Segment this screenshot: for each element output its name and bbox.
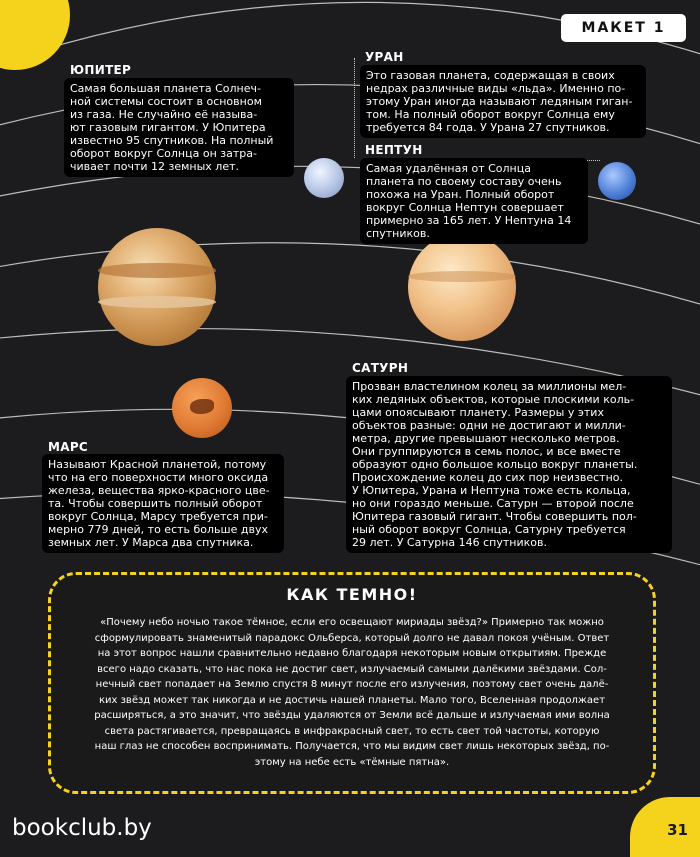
info-box-line: наш глаз не способен воспринимать. Получается, что мы видим свет лишь некоторых звёзд, по- (94, 741, 610, 752)
neptune-line: похожа на Уран. Полный оборот (366, 188, 555, 201)
info-box-line: этому на небе есть «тёмные пятна». (254, 756, 450, 768)
saturn-line: Юпитера газовый гигант. Чтобы совершить пол- (352, 510, 637, 523)
saturn-line: У Юпитера, Урана и Нептуна тоже есть кольца, (352, 484, 631, 497)
saturn-line: объектов разные: одни не достигают и милли- (352, 419, 626, 432)
uranus-line: том. На полный оборот вокруг Солнца ему (366, 108, 615, 121)
site-watermark: bookclub.by (12, 815, 152, 841)
uranus-line: недрах различные виды «льда». Именно по- (366, 82, 626, 95)
jupiter-line: известно 95 спутников. На полный (70, 134, 274, 147)
neptune-title: НЕПТУН (365, 143, 423, 157)
uranus-pointer (354, 58, 356, 158)
neptune-line: вокруг Солнца Нептун совершает (366, 201, 564, 214)
neptune-line: Самая удалённая от Солнца (366, 162, 531, 175)
mars-line: Называют Красной планетой, потому (48, 458, 267, 471)
saturn-line: ких ледяных объектов, которые плоскими коль- (352, 393, 635, 406)
mars-planet (172, 378, 232, 438)
mars-line: железа, вещества ярко-красного цве- (48, 484, 270, 497)
info-box-line: сформулировать знаменитый парадокс Ольберса, который долго не давал покоя учёным. Ответ (94, 632, 610, 644)
uranus-planet (304, 158, 344, 198)
mars-description (42, 454, 284, 553)
neptune-description (360, 158, 588, 244)
neptune-line: планета по своему составу очень (366, 175, 562, 188)
jupiter-title: ЮПИТЕР (70, 63, 132, 77)
info-box (48, 572, 656, 794)
info-box-line: на этот вопрос нашли сравнительно недавно благодаря некоторым новым открытиям. Прежде (97, 648, 607, 659)
saturn-line: Они группируются в семь полос, и все вместе (352, 445, 621, 458)
info-box-line: «Почему небо ночью такое тёмное, если его освещают мириады звёзд?» Примерно так можно (100, 617, 604, 628)
jupiter-line: Самая большая планета Солнеч- (70, 82, 261, 95)
jupiter-line: из газа. Не случайно её называ- (70, 108, 258, 121)
mars-title: МАРС (48, 440, 89, 454)
jupiter-line: ной системы состоит в основном (70, 95, 262, 108)
uranus-line: Это газовая планета, содержащая в своих (366, 69, 615, 82)
saturn-title: САТУРН (352, 361, 409, 375)
info-box-line: ких звёзд может так никогда и не достичь нашей планеты. Мало того, Вселенная продолжает (98, 694, 606, 706)
neptune-line: примерно за 165 лет. У Нептуна 14 (366, 214, 572, 227)
mars-line: мерно 779 дней, то есть больше двух (48, 523, 268, 536)
jupiter-line: оборот вокруг Солнца он затра- (70, 147, 257, 160)
neptune-planet (598, 162, 636, 200)
neptune-line: спутников. (366, 227, 430, 240)
page-number: 31 (667, 821, 688, 839)
info-box-title: КАК ТЕМНО! (286, 585, 418, 604)
info-box-line: нечный свет попадает на Землю спустя 8 минут после его излучения, поэтому свет очень далё- (95, 679, 609, 690)
saturn-line: Прозван властелином колец за миллионы мел- (352, 380, 627, 393)
mars-line: земных лет. У Марса два спутника. (48, 536, 254, 549)
uranus-line: требуется 84 года. У Урана 27 спутников. (366, 121, 610, 134)
jupiter-description (64, 78, 294, 177)
info-box-text (67, 615, 637, 770)
saturn-line: цами опоясывают планету. Размеры у этих (352, 406, 604, 419)
uranus-line: этому Уран иногда называют ледяным гиган- (366, 95, 633, 108)
uranus-description (360, 65, 646, 138)
saturn-line: Происхождение колец до сих пор неизвестно. (352, 471, 623, 484)
uranus-title: УРАН (365, 50, 404, 64)
saturn-description (346, 376, 672, 553)
info-box-line: всего надо сказать, что нас пока не достиг свет, излучаемый самыми далёкими звёздами. Сол- (97, 663, 607, 675)
jupiter-line: ют газовым гигантом. У Юпитера (70, 121, 266, 134)
saturn-line: ный оборот вокруг Солнца, Сатурну требуется (352, 523, 626, 536)
maket-label: МАКЕТ 1 (561, 14, 686, 42)
saturn-line: 29 лет. У Сатурна 146 спутников. (352, 536, 547, 549)
saturn-planet (408, 233, 516, 341)
info-box-line: расширяться, а это значит, что звёзды удаляются от Земли всё дальше и излучаемая ими волна (94, 710, 610, 721)
saturn-line: образуют одно большое кольцо вокруг планеты. (352, 458, 638, 471)
info-box-line: света растягивается, превращаясь в инфракрасный свет, то есть свет той частоты, которую (104, 725, 600, 737)
jupiter-line: чивает почти 12 земных лет. (70, 160, 240, 173)
jupiter-planet (98, 228, 216, 346)
saturn-line: но они гораздо меньше. Сатурн — второй после (352, 497, 634, 510)
mars-line: та. Чтобы совершить полный оборот (48, 497, 263, 510)
mars-line: вокруг Солнца, Марсу требуется при- (48, 510, 268, 523)
mars-line: что на его поверхности много оксида (48, 471, 269, 484)
saturn-line: метра, другие превышают несколько метров. (352, 432, 620, 445)
